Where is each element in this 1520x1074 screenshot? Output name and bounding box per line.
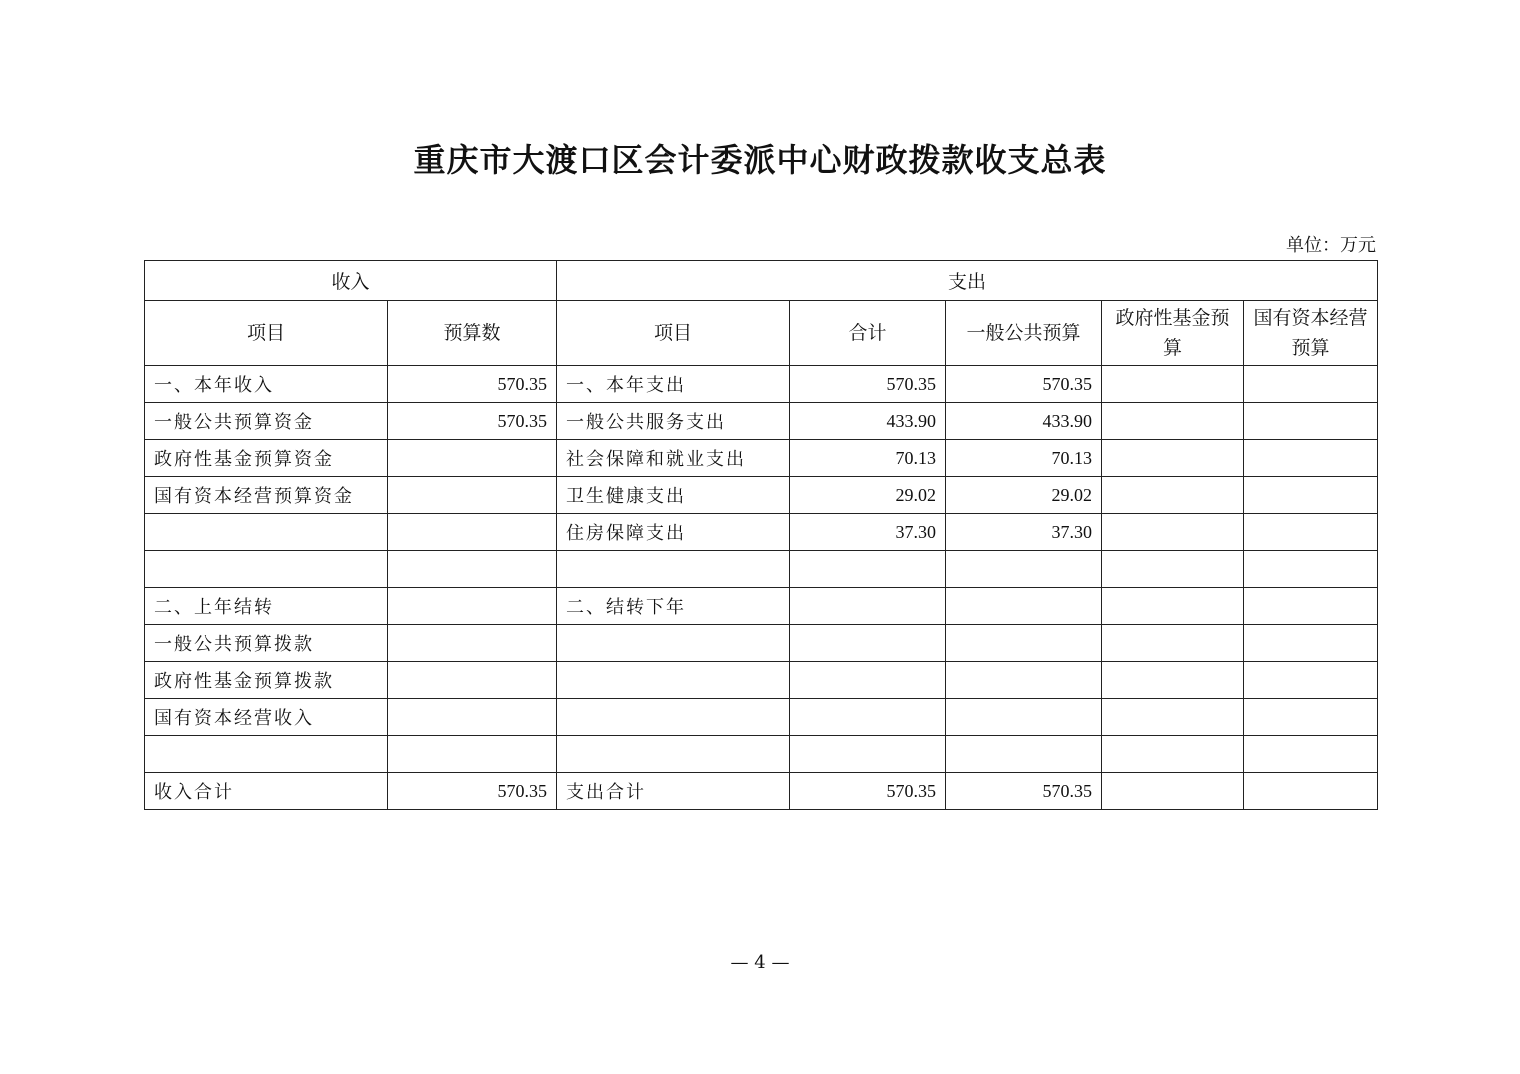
gov-fund-cell [1102,440,1244,477]
gov-fund-cell [1102,662,1244,699]
expense-total-cell [790,588,946,625]
table-row [145,403,1378,440]
income-amount-cell [388,662,557,699]
income-amount-cell [388,551,557,588]
expense-item-cell [557,625,790,662]
expense-item-cell [557,699,790,736]
gov-fund-cell [1102,699,1244,736]
table-row [145,440,1378,477]
expense-total-cell: 37.30 [790,514,946,551]
state-capital-cell [1244,588,1378,625]
general-budget-cell [946,736,1102,773]
table-row [145,514,1378,551]
income-amount-cell: 570.35 [388,366,557,403]
page-number: — 4 — [730,952,790,973]
expense-total-cell: 433.90 [790,403,946,440]
general-budget-cell: 570.35 [946,366,1102,403]
general-budget-cell [946,662,1102,699]
expense-item-cell: 一、本年支出 [557,366,790,403]
income-total-label: 收入合计 [145,773,388,810]
table-group-header-row [145,261,1378,301]
table-row [145,477,1378,514]
state-capital-cell [1244,736,1378,773]
expense-group-header: 支出 [557,261,1378,301]
table-row [145,625,1378,662]
gov-fund-cell [1102,588,1244,625]
expense-total-label: 支出合计 [557,773,790,810]
income-group-header: 收入 [145,261,557,301]
income-amount-cell [388,477,557,514]
unit-label: 单位：万元 [1286,235,1376,256]
table-row [145,366,1378,403]
general-budget-cell [946,551,1102,588]
table-row [145,551,1378,588]
expense-item-cell [557,551,790,588]
table-row [145,699,1378,736]
expense-total-cell: 29.02 [790,477,946,514]
general-budget-cell: 433.90 [946,403,1102,440]
income-amount-cell [388,588,557,625]
income-item-cell: 国有资本经营预算资金 [145,477,388,514]
general-budget-header: 一般公共预算 [946,301,1102,366]
income-amount-cell [388,736,557,773]
state-capital-cell [1244,662,1378,699]
expense-item-cell [557,736,790,773]
general-budget-cell [946,625,1102,662]
gov-fund-total [1102,773,1244,810]
income-item-cell: 政府性基金预算资金 [145,440,388,477]
expense-total-header: 合计 [790,301,946,366]
expense-total-cell [790,736,946,773]
income-item-cell [145,514,388,551]
expense-item-cell: 社会保障和就业支出 [557,440,790,477]
income-item-cell: 一般公共预算资金 [145,403,388,440]
gov-fund-cell [1102,736,1244,773]
table-body [145,366,1378,810]
income-amount-cell [388,514,557,551]
gov-fund-cell [1102,403,1244,440]
expense-total-cell [790,625,946,662]
expense-item-cell [557,662,790,699]
expense-total-amount: 570.35 [790,773,946,810]
general-budget-cell [946,588,1102,625]
expense-item-cell: 卫生健康支出 [557,477,790,514]
expense-item-cell: 一般公共服务支出 [557,403,790,440]
income-amount-cell: 570.35 [388,403,557,440]
expense-total-cell: 70.13 [790,440,946,477]
state-capital-budget-header: 国有资本经营预算 [1244,301,1378,366]
table-row [145,736,1378,773]
expense-total-cell [790,699,946,736]
income-item-cell: 一、本年收入 [145,366,388,403]
income-amount-cell [388,440,557,477]
state-capital-total [1244,773,1378,810]
table-column-header-row [145,301,1378,366]
income-item-cell: 国有资本经营收入 [145,699,388,736]
state-capital-cell [1244,625,1378,662]
income-item-cell: 一般公共预算拨款 [145,625,388,662]
general-budget-cell: 70.13 [946,440,1102,477]
gov-fund-cell [1102,366,1244,403]
state-capital-cell [1244,403,1378,440]
general-budget-cell [946,699,1102,736]
income-item-cell: 二、上年结转 [145,588,388,625]
expense-total-cell [790,662,946,699]
gov-fund-budget-header: 政府性基金预算 [1102,301,1244,366]
state-capital-cell [1244,440,1378,477]
income-item-cell [145,551,388,588]
income-item-header: 项目 [145,301,388,366]
gov-fund-cell [1102,625,1244,662]
income-budget-header: 预算数 [388,301,557,366]
general-budget-total: 570.35 [946,773,1102,810]
state-capital-cell [1244,551,1378,588]
income-item-cell [145,736,388,773]
income-total-amount: 570.35 [388,773,557,810]
income-amount-cell [388,699,557,736]
table-row [145,662,1378,699]
state-capital-cell [1244,366,1378,403]
table-row [145,588,1378,625]
gov-fund-cell [1102,514,1244,551]
income-item-cell: 政府性基金预算拨款 [145,662,388,699]
state-capital-cell [1244,477,1378,514]
expense-item-cell: 住房保障支出 [557,514,790,551]
gov-fund-cell [1102,551,1244,588]
page-title: 重庆市大渡口区会计委派中心财政拨款收支总表 [413,141,1107,179]
table-row-totals [145,773,1378,810]
expense-total-cell: 570.35 [790,366,946,403]
expense-total-cell [790,551,946,588]
expense-item-cell: 二、结转下年 [557,588,790,625]
expense-item-header: 项目 [557,301,790,366]
state-capital-cell [1244,699,1378,736]
state-capital-cell [1244,514,1378,551]
income-amount-cell [388,625,557,662]
general-budget-cell: 29.02 [946,477,1102,514]
general-budget-cell: 37.30 [946,514,1102,551]
budget-table [144,260,1378,810]
gov-fund-cell [1102,477,1244,514]
